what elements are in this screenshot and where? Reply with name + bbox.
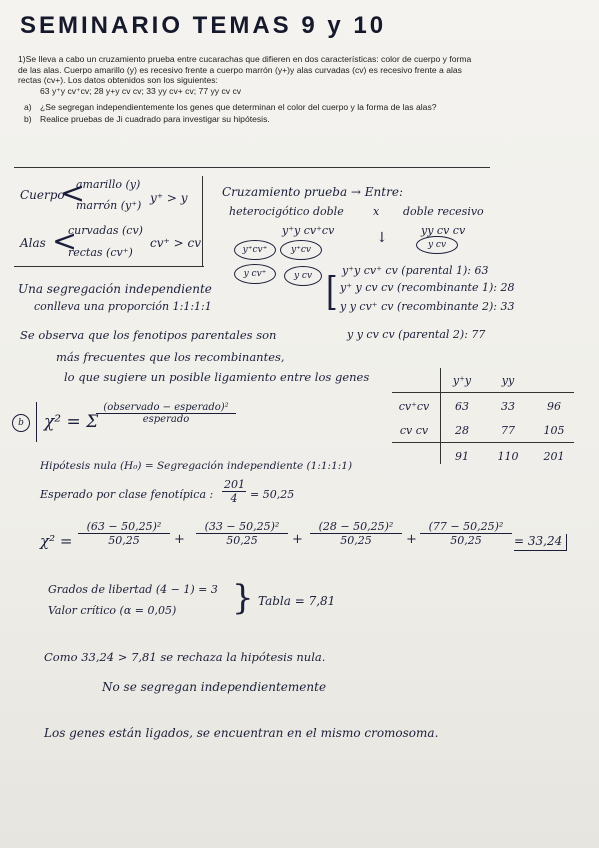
gamete-circle-4: y cv [284,266,322,286]
problem-statement: 1)Se lleva a cabo un cruzamiento prueba entre cucarachas que difieren en dos características: color de cuerpo y forma de las alas. Cuerpo amarillo (y) es recesivo frente a cuerpo marrón (y+)y alas curvadas (cv) es recesivo frente a alas rectas (cv+). Los datos obtenidos son los siguientes: [18,54,472,85]
tabla-value: Tabla = 7,81 [258,594,336,608]
table-total: 91 [455,450,469,463]
gamete-circle-yc: y cv [416,236,458,254]
problem-block [18,54,480,125]
expected-value: = 50,25 [250,488,295,501]
observe-line-3: lo que sugiere un posible ligamiento entre los genes [64,370,370,384]
gamete-circle-3: y cv⁺ [234,264,276,284]
table-cell: 28 [455,424,469,437]
curvadas-text: curvadas (cv) [68,224,143,237]
brace-alas: < [52,224,78,259]
brace-critical: } [232,578,254,618]
table-row-label: cv cv [399,424,429,437]
cross-double: doble recesivo [403,205,484,218]
indep-line-2: conlleva una proporción 1:1:1:1 [34,300,212,313]
chi-formula-lhs: χ² = Σ [44,412,99,432]
critical-value: Valor crítico (α = 0,05) [48,604,177,617]
gamete-circle-1: y⁺cv⁺ [234,240,276,260]
question-a: a) ¿Se segregan independientemente los genes que determinan el color del cuerpo y la forma de las alas? [24,102,437,112]
amarillo-text: amarillo (y) [76,178,141,191]
progeny-bracket: [ [326,269,338,316]
table-cell: 63 [455,400,469,413]
cross-title: Cruzamiento prueba → Entre: [222,185,403,199]
chi-term: $\frac{\text{(63 − 50,25)²}}{50,25}$ [78,520,170,547]
chi-term: $\frac{\text{(33 − 50,25)²}}{50,25}$ [196,520,288,547]
plus-sign: + [292,532,303,547]
parent-2: yy cv cv [421,224,466,237]
wing-dominance: cv⁺ > cv [150,236,202,250]
page-title: SEMINARIO TEMAS 9 y 10 [20,12,387,39]
chi-term: $\frac{\text{(28 − 50,25)²}}{50,25}$ [310,520,402,547]
expected-label: Esperado por clase fenotípica : [40,488,214,501]
indep-line-1: Una segregación independiente [18,282,212,296]
question-b: b) Realice pruebas de Ji cuadrado para investigar su hipótesis. [24,113,270,124]
progeny-1: y⁺y cv⁺ cv (parental 1): 63 [342,264,489,277]
table-row-label: cv⁺cv [398,400,430,413]
notes-horizontal-rule [14,266,204,267]
conclusion-reject: Como 33,24 > 7,81 se rechaza la hipótesis nula. [44,650,326,664]
chi-result: = 33,24 [514,534,567,551]
chi-calc-lhs: χ² = [40,532,73,550]
plus-sign: + [406,532,417,547]
brace-cuerpo: < [60,176,86,211]
table-cell: 96 [547,400,561,413]
table-total: 201 [543,450,565,463]
cuerpo-label: Cuerpo [20,188,65,202]
progeny-3: y y cv⁺ cv (recombinante 2): 33 [340,300,515,313]
table-col-header: yy [501,374,515,387]
parent-1: y⁺y cv⁺cv [282,224,335,237]
marron-text: marrón (y⁺) [76,199,142,212]
progeny-2: y⁺ y cv cv (recombinante 1): 28 [340,281,515,294]
observe-line-2: más frecuentes que los recombinantes, [56,350,285,364]
table-cell: 33 [501,400,515,413]
table-col-header: y⁺y [452,374,472,387]
plus-sign: + [174,532,185,547]
part-b-marker: b [12,414,30,432]
chi-term: $\frac{\text{(77 − 50,25)²}}{50,25}$ [420,520,512,547]
cross-x: x [373,205,380,218]
arrow-down-icon: ↓ [376,230,388,246]
formula-box-left [36,402,249,442]
conclusion-not-independent: No se segregan independientemente [102,680,327,694]
table-total: 110 [497,450,519,463]
gamete-circle-2: y⁺cv [280,240,322,260]
body-dominance: y⁺ > y [150,191,188,205]
rectas-text: rectas (cv⁺) [68,246,133,259]
notes-vertical-rule [202,176,203,266]
table-cell: 105 [543,424,565,437]
conclusion-linked: Los genes están ligados, se encuentran en el mismo cromosoma. [44,726,439,740]
null-hypothesis: Hipótesis nula (H₀) = Segregación independiente (1:1:1:1) [40,460,353,472]
progeny-4: y y cv cv (parental 2): 77 [347,328,486,341]
alas-label: Alas [20,236,46,250]
observe-line-1: Se observa que los fenotipos parentales son [20,328,277,342]
table-cell: 77 [501,424,515,437]
cross-hetero: heterocigótico doble [229,205,344,218]
expected-fraction: $\frac{201}{4}$ [224,478,245,505]
problem-divider [14,167,490,168]
degrees-of-freedom: Grados de libertad (4 − 1) = 3 [48,583,218,596]
problem-data: 63 y⁺y cv⁺cv; 28 y+y cv cv; 33 yy cv+ cv; 77 yy cv cv [40,85,242,96]
chi-formula-fraction: (observado − esperado)² esperado [96,402,236,425]
